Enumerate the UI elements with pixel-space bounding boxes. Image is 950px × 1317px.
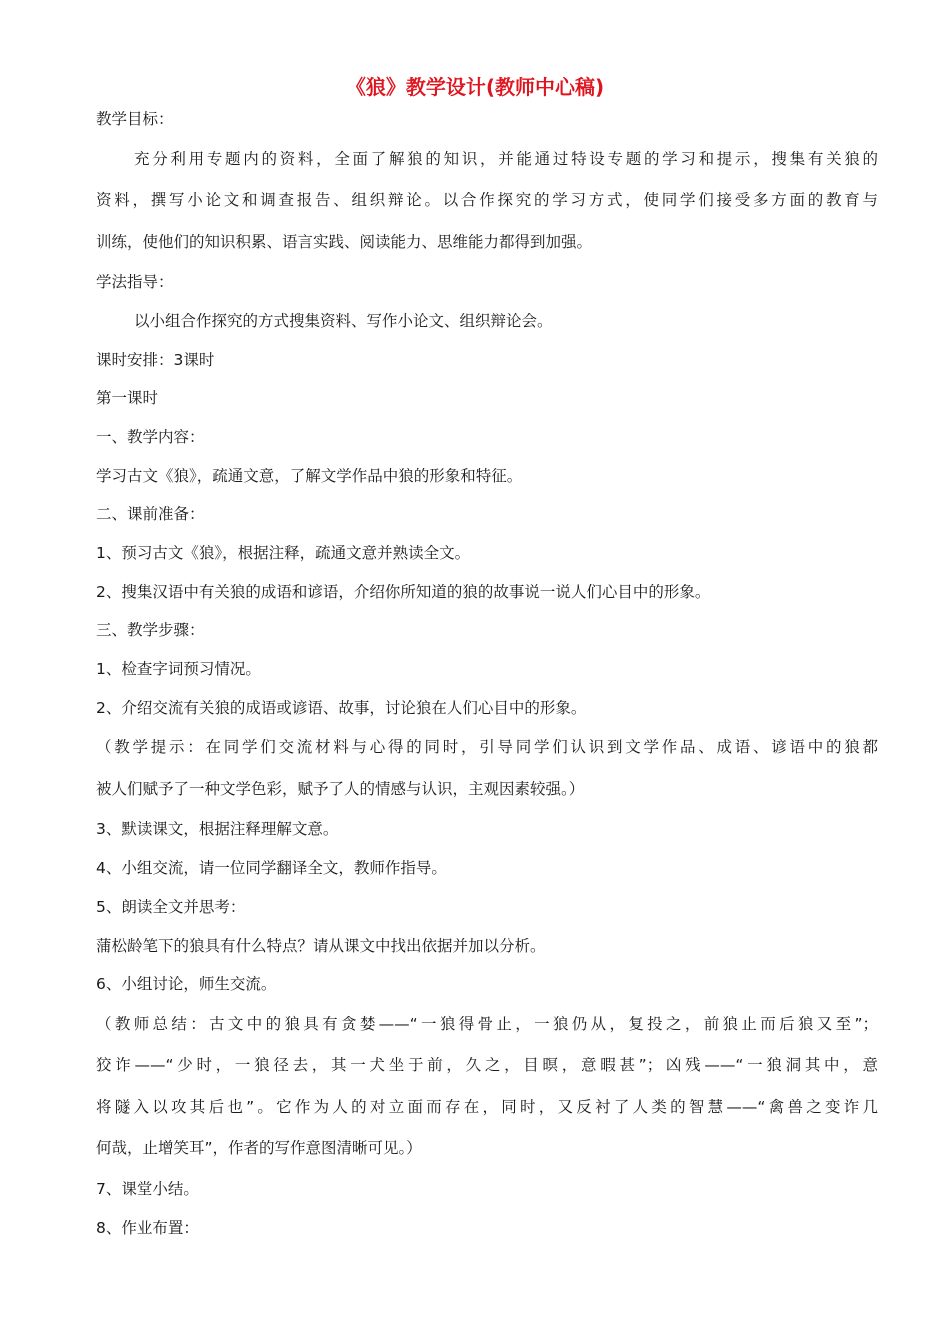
summary-line-4: 何哉，止增笑耳”，作者的写作意图清晰可见。）	[96, 1139, 422, 1158]
objective-line-1: 充分利用专题内的资料，全面了解狼的知识，并能通过特设专题的学习和提示，搜集有关狼的	[134, 149, 878, 168]
method-heading: 学法指导：	[96, 273, 174, 292]
tip-line-2: 被人们赋予了一种文学色彩，赋予了人的情感与认识，主观因素较强。）	[96, 779, 585, 798]
prep-item-2: 2、搜集汉语中有关狼的成语和谚语，介绍你所知道的狼的故事说一说人们心目中的形象。	[96, 582, 711, 601]
schedule-text: 课时安排：3课时	[96, 350, 215, 369]
prep-heading: 二、课前准备：	[96, 505, 205, 524]
step-8: 8、作业布置：	[96, 1218, 199, 1237]
step-5: 5、朗读全文并思考：	[96, 897, 246, 916]
step-6: 6、小组讨论，师生交流。	[96, 975, 277, 994]
summary-line-3: 将隧入以攻其后也”。它作为人的对立面而存在，同时，又反衬了人类的智慧——“禽兽之变诈几	[96, 1097, 878, 1116]
step-4: 4、小组交流，请一位同学翻译全文，教师作指导。	[96, 859, 447, 878]
objective-line-2: 资料，撰写小论文和调查报告、组织辩论。以合作探究的学习方式，使同学们接受多方面的教育与	[96, 191, 878, 210]
content-text: 学习古文《狼》，疏通文意，了解文学作品中狼的形象和特征。	[96, 466, 523, 485]
summary-line-1: （教师总结：古文中的狼具有贪婪——“一狼得骨止，一狼仍从，复投之，前狼止而后狼又至”；	[96, 1014, 878, 1033]
objective-heading: 教学目标：	[96, 110, 174, 128]
step-5-question: 蒲松龄笔下的狼具有什么特点？请从课文中找出依据并加以分析。	[96, 936, 546, 955]
step-1: 1、检查字词预习情况。	[96, 660, 261, 679]
step-2: 2、介绍交流有关狼的成语或谚语、故事，讨论狼在人们心目中的形象。	[96, 698, 587, 717]
prep-item-1: 1、预习古文《狼》，根据注释，疏通文意并熟读全文。	[96, 544, 471, 562]
content-heading: 一、教学内容：	[96, 427, 205, 446]
tip-line-1: （教学提示：在同学们交流材料与心得的同时，引导同学们认识到文学作品、成语、谚语中的狼都	[96, 738, 878, 757]
document-title: 《狼》教学设计(教师中心稿)	[345, 75, 605, 99]
steps-heading: 三、教学步骤：	[96, 621, 205, 640]
summary-line-2: 狡诈——“少时，一狼径去，其一犬坐于前，久之，目暝，意暇甚”；凶残——“一狼洞其中，意	[96, 1056, 878, 1075]
method-text: 以小组合作探究的方式搜集资料、写作小论文、组织辩论会。	[134, 311, 553, 330]
step-3: 3、默读课文，根据注释理解文意。	[96, 820, 339, 839]
document-body	[96, 100, 878, 1247]
lesson1-heading: 第一课时	[96, 389, 159, 408]
step-7: 7、课堂小结。	[96, 1179, 199, 1198]
objective-line-3: 训练，使他们的知识积累、语言实践、阅读能力、思维能力都得到加强。	[96, 232, 593, 251]
